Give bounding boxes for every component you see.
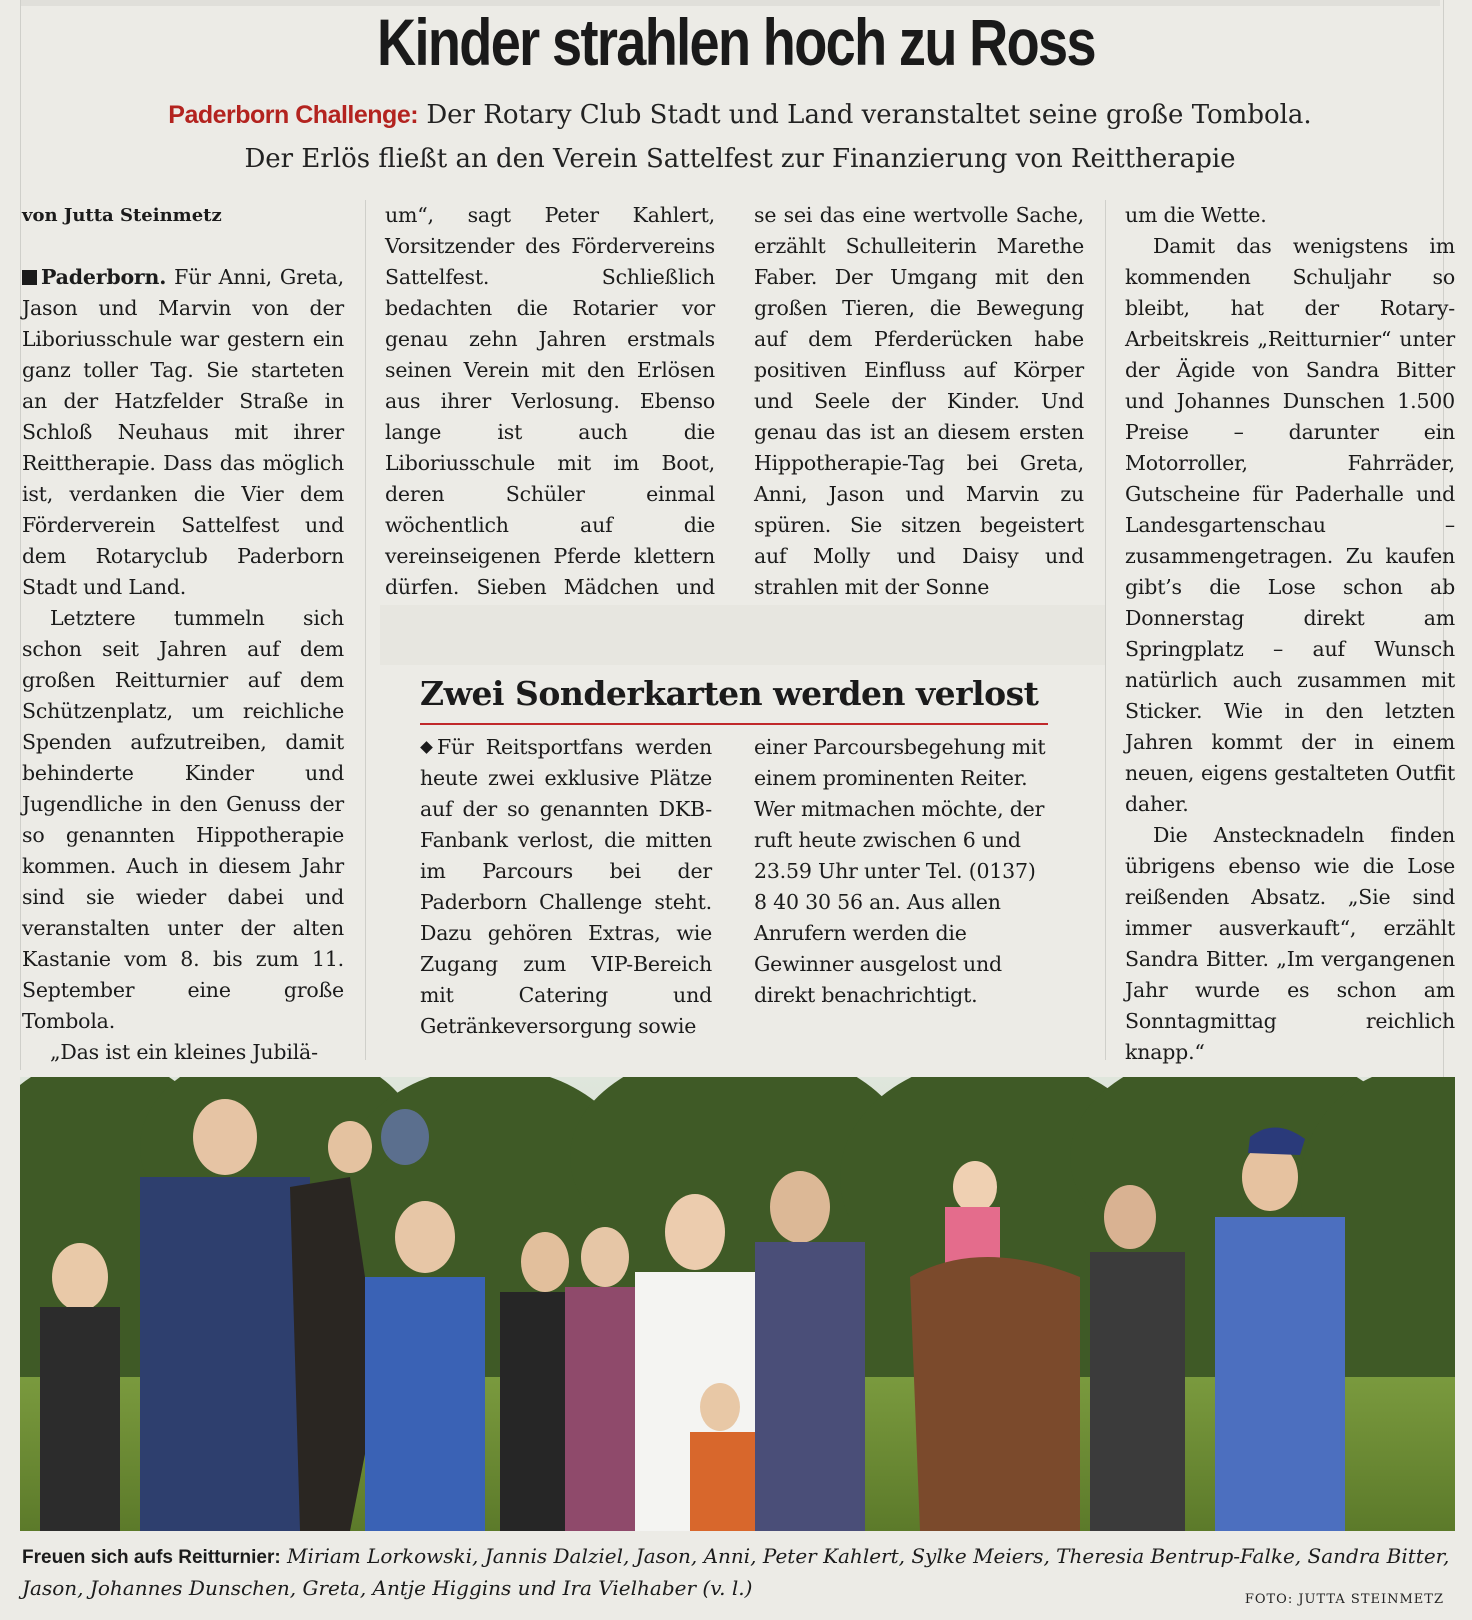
article-column-2: [385, 200, 715, 665]
photo-credit: FOTO: JUTTA STEINMETZ: [1244, 1592, 1444, 1607]
paragraph: Letztere tummeln sich schon seit Jahren auf dem großen Reitturnier auf dem Schützenplatz, um reichliche Spenden aufzutreiben, damit behinderte Kinder und Jugendliche in den Genuss der so genannten Hippotherapie kommen. Auch in diesem Jahr sind sie wieder dabei und veranstalten unter der alten Kastanie vom 8. bis zum 11. September eine große Tombola.: [22, 606, 344, 1033]
paragraph: um“, sagt Peter Kahlert, Vorsitzender des Fördervereins Sattelfest. Schließlich bedachten die Rotarier vor genau zehn Jahren erstmals seinen Verein mit den Erlösen aus ihrer Verlosung. Ebenso lange ist auch die Liboriusschule mit im Boot, deren Schüler einmal wöchentlich auf die vereinseigenen Pferde klettern dürfen. Sieben Mädchen und: [385, 203, 715, 599]
infobox-paragraph: einer Parcoursbegehung mit einem prominenten Reiter. Wer mitmachen möchte, der ruft heute zwischen 6 und 23.59 Uhr unter Tel. (0137) 8 40 30 56 an. Aus allen Anrufern werden die Gewinner ausgelost und direkt benachrichtigt.: [754, 735, 1046, 1007]
infobox-paragraph: [420, 732, 712, 1042]
group-photo: [20, 1077, 1455, 1531]
article-subhead-line1: [40, 100, 1440, 130]
infobox-text: Für Reitsportfans werden heute zwei exklusive Plätze auf der so genannten DKB-Fanbank verlost, die mitten im Parcours bei der Paderborn Challenge steht. Dazu gehören Extras, wie Zugang zum VIP-Bereich mit Catering und Getränkeversorgung sowie: [420, 735, 712, 1038]
paragraph: „Das ist ein kleines Jubilä-: [50, 1040, 318, 1064]
dateline-square-icon: [22, 270, 37, 285]
dateline: Paderborn.: [41, 265, 167, 289]
bleed-through-area: [380, 605, 1105, 665]
subhead-text-1: Der Rotary Club Stadt und Land veranstaltet seine große Tombola.: [426, 100, 1312, 130]
infobox-red-rule: [420, 723, 1048, 725]
group-photo-illustration: [20, 1077, 1455, 1531]
paragraph: Damit das wenigstens im kommenden Schuljahr so bleibt, hat der Rotary-Arbeitskreis „Reitturnier“ unter der Ägide von Sandra Bitter und Johannes Dunschen 1.500 Preise – darunter ein Motorroller, Fahrräder, Gutscheine für Paderhalle und Landesgartenschau – zusammengetragen. Zu kaufen gibt’s die Lose schon ab Donnerstag direkt am Springplatz – auf Wunsch natürlich auch zusammen mit Sticker. Wie in den letzten Jahren kommt der in einem neuen, eigens gestalteten Outfit daher.: [1125, 234, 1455, 816]
photo-caption: [22, 1541, 1452, 1603]
caption-label: Freuen sich aufs Reitturnier:: [22, 1547, 281, 1568]
article-kicker: Paderborn Challenge:: [168, 101, 419, 129]
caption-names: Miriam Lorkowski, Jannis Dalziel, Jason, Anni, Peter Kahlert, Sylke Meiers, Theresia Bentrup-Falke, Sandra Bitter, Jason, Johannes Dunschen, Greta, Antje Higgins und Ira Vielhaber (v. l.): [22, 1544, 1450, 1600]
article-column-4: [1125, 200, 1455, 1068]
article-subhead-line2: Der Erlös fließt an den Verein Sattelfest zur Finanzierung von Reittherapie: [244, 144, 1236, 174]
paragraph: Die Anstecknadeln finden übrigens ebenso wie die Lose reißenden Absatz. „Sie sind immer ausverkauft“, erzählt Sandra Bitter. „Im vergangenen Jahr wurde es schon am Sonntagmittag reichlich knapp.“: [1125, 823, 1455, 1064]
paragraph: um die Wette.: [1125, 203, 1267, 227]
article-headline: Kinder strahlen hoch zu Ross: [377, 5, 1095, 79]
infobox-column-2: [754, 732, 1046, 1011]
infobox-column-1: [420, 732, 712, 1042]
paragraph: Für Anni, Greta, Jason und Marvin von der Liboriusschule war gestern ein ganz toller Tag. Sie starteten an der Hatzfelder Straße in Schloß Neuhaus mit ihrer Reittherapie. Dass das möglich ist, verdanken die Vier dem Förderverein Sattelfest und dem Rotaryclub Paderborn Stadt und Land.: [22, 265, 344, 599]
bleed-through-left: [0, 0, 21, 1070]
article-column-3: [754, 200, 1084, 603]
diamond-bullet-icon: [420, 741, 433, 754]
article-column-1: [22, 262, 344, 1068]
infobox-headline: Zwei Sonderkarten werden verlost: [420, 674, 1039, 713]
column-rule: [365, 200, 366, 1060]
paragraph: se sei das eine wertvolle Sache, erzählt Schulleiterin Marethe Faber. Der Umgang mit den großen Tieren, die Bewegung auf dem Pferderücken habe positiven Einfluss auf Körper und Seele der Kinder. Und genau das ist an diesem ersten Hippotherapie-Tag bei Greta, Anni, Jason und Marvin zu spüren. Sie sitzen begeistert auf Molly und Daisy und strahlen mit der Sonne: [754, 203, 1084, 599]
byline: von Jutta Steinmetz: [22, 205, 222, 226]
column-rule: [1105, 200, 1106, 1060]
lead-paragraph: [22, 262, 344, 603]
